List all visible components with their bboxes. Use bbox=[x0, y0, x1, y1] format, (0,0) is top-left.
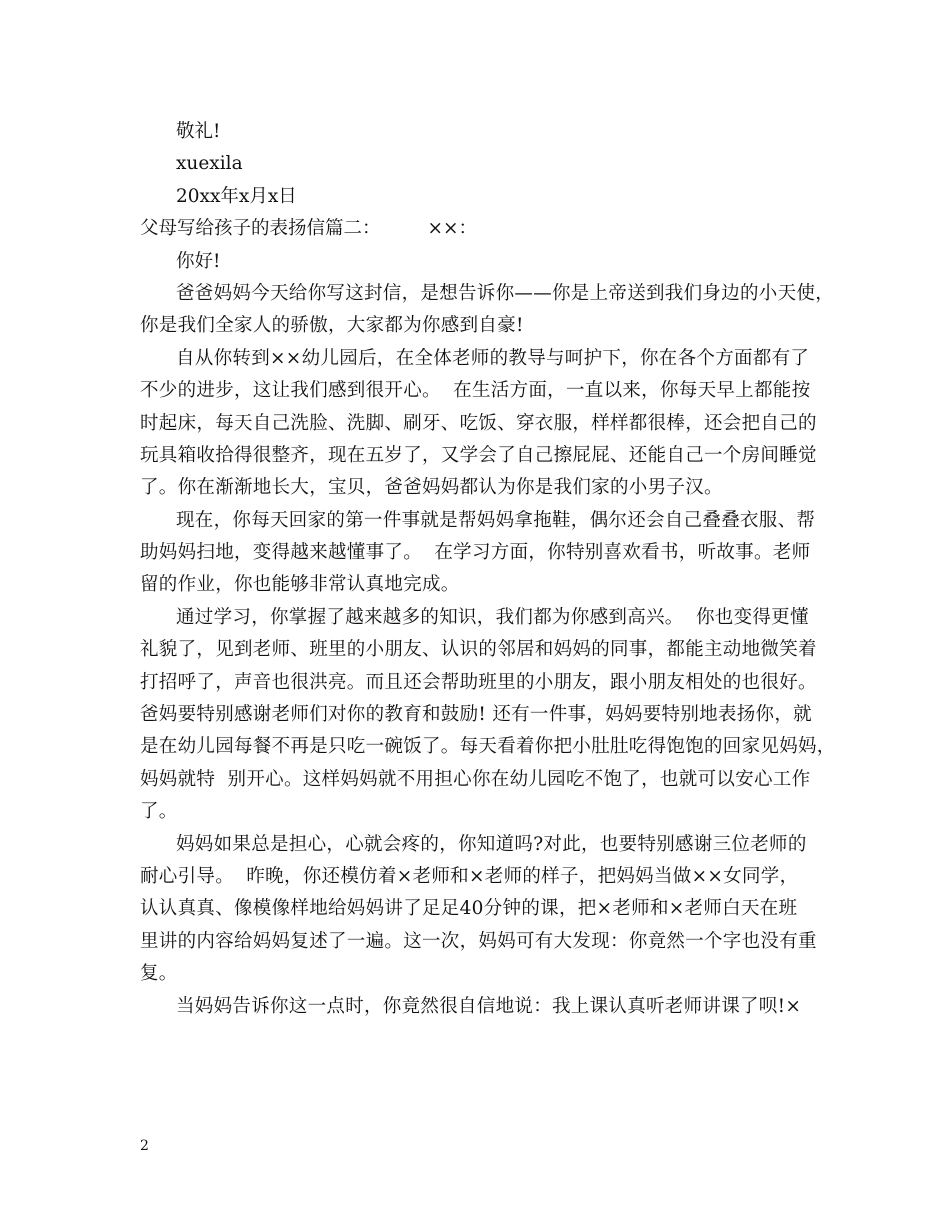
text-line: 留的作业，你也能够非常认真地完成。 bbox=[140, 574, 460, 596]
text-line: 认认真真、像模像样地给妈妈讲了足足40分钟的课，把×老师和×老师白天在班 bbox=[140, 898, 798, 920]
text-line: 耐心引导。 昨晚，你还模仿着×老师和×老师的样子，把妈妈当做××女同学， bbox=[140, 865, 799, 887]
text-line: 你是我们全家人的骄傲，大家都为你感到自豪! bbox=[140, 315, 524, 337]
signature: xuexila bbox=[176, 153, 243, 175]
page-number: 2 bbox=[140, 1138, 149, 1154]
text-line: 自从你转到××幼儿园后，在全体老师的教导与呵护下，你在各个方面都有了 bbox=[176, 347, 810, 369]
text-line: 玩具箱收拾得很整齐，现在五岁了，又学会了自己擦屁屁、还能自己一个房间睡觉 bbox=[140, 444, 817, 466]
text-line: 爸妈要特别感谢老师们对你的教育和鼓励! 还有一件事，妈妈要特别地表扬你，就 bbox=[140, 704, 812, 726]
text-line: 当妈妈告诉你这一点时，你竟然很自信地说：我上课认真听老师讲课了呗!× bbox=[176, 995, 802, 1017]
letter-date: 20xx年x月x日 bbox=[176, 185, 297, 207]
text-line: 礼貌了，见到老师、班里的小朋友、认识的邻居和妈妈的同事，都能主动地微笑着 bbox=[140, 639, 817, 661]
text-line: 里讲的内容给妈妈复述了一遍。这一次，妈妈可有大发现：你竟然一个字也没有重 bbox=[140, 930, 817, 952]
text-line: 是在幼儿园每餐不再是只吃一碗饭了。每天看着你把小肚肚吃得饱饱的回家见妈妈， bbox=[140, 736, 836, 758]
text-line: 时起床，每天自己洗脸、洗脚、刷牙、吃饭、穿衣服，样样都很棒，还会把自己的 bbox=[140, 412, 817, 434]
closing-salute: 敬礼! bbox=[176, 121, 221, 142]
text-line: 助妈妈扫地，变得越来越懂事了。 在学习方面，你特别喜欢看书，听故事。老师 bbox=[140, 542, 811, 564]
text-line: 打招呼了，声音也很洪亮。而且还会帮助班里的小朋友，跟小朋友相处的也很好。 bbox=[140, 671, 817, 693]
text-line: 现在，你每天回家的第一件事就是帮妈妈拿拖鞋，偶尔还会自己叠叠衣服、帮 bbox=[176, 509, 816, 531]
letter-greeting: 你好! bbox=[176, 250, 221, 272]
text-line: 了。你在渐渐地长大，宝贝，爸爸妈妈都认为你是我们家的小男子汉。 bbox=[140, 477, 723, 499]
text-line: 爸爸妈妈今天给你写这封信，是想告诉你——你是上帝送到我们身边的小天使， bbox=[176, 282, 835, 304]
text-line: 通过学习，你掌握了越来越多的知识，我们都为你感到高兴。 你也变得更懂 bbox=[176, 606, 809, 628]
letter-heading: 父母写给孩子的表扬信篇二： ××： bbox=[140, 218, 478, 240]
text-line: 不少的进步，这让我们感到很开心。 在生活方面，一直以来，你每天早上都能按 bbox=[140, 380, 811, 402]
letter-paragraphs bbox=[140, 278, 836, 1023]
text-line: 复。 bbox=[140, 963, 178, 985]
text-line: 妈妈如果总是担心，心就会疼的，你知道吗?对此，也要特别感谢三位老师的 bbox=[176, 833, 807, 855]
text-line: 妈妈就特 别开心。这样妈妈就不用担心你在幼儿园吃不饱了，也就可以安心工作 bbox=[140, 768, 811, 790]
text-line: 了。 bbox=[140, 801, 178, 823]
document-body bbox=[140, 116, 836, 1023]
